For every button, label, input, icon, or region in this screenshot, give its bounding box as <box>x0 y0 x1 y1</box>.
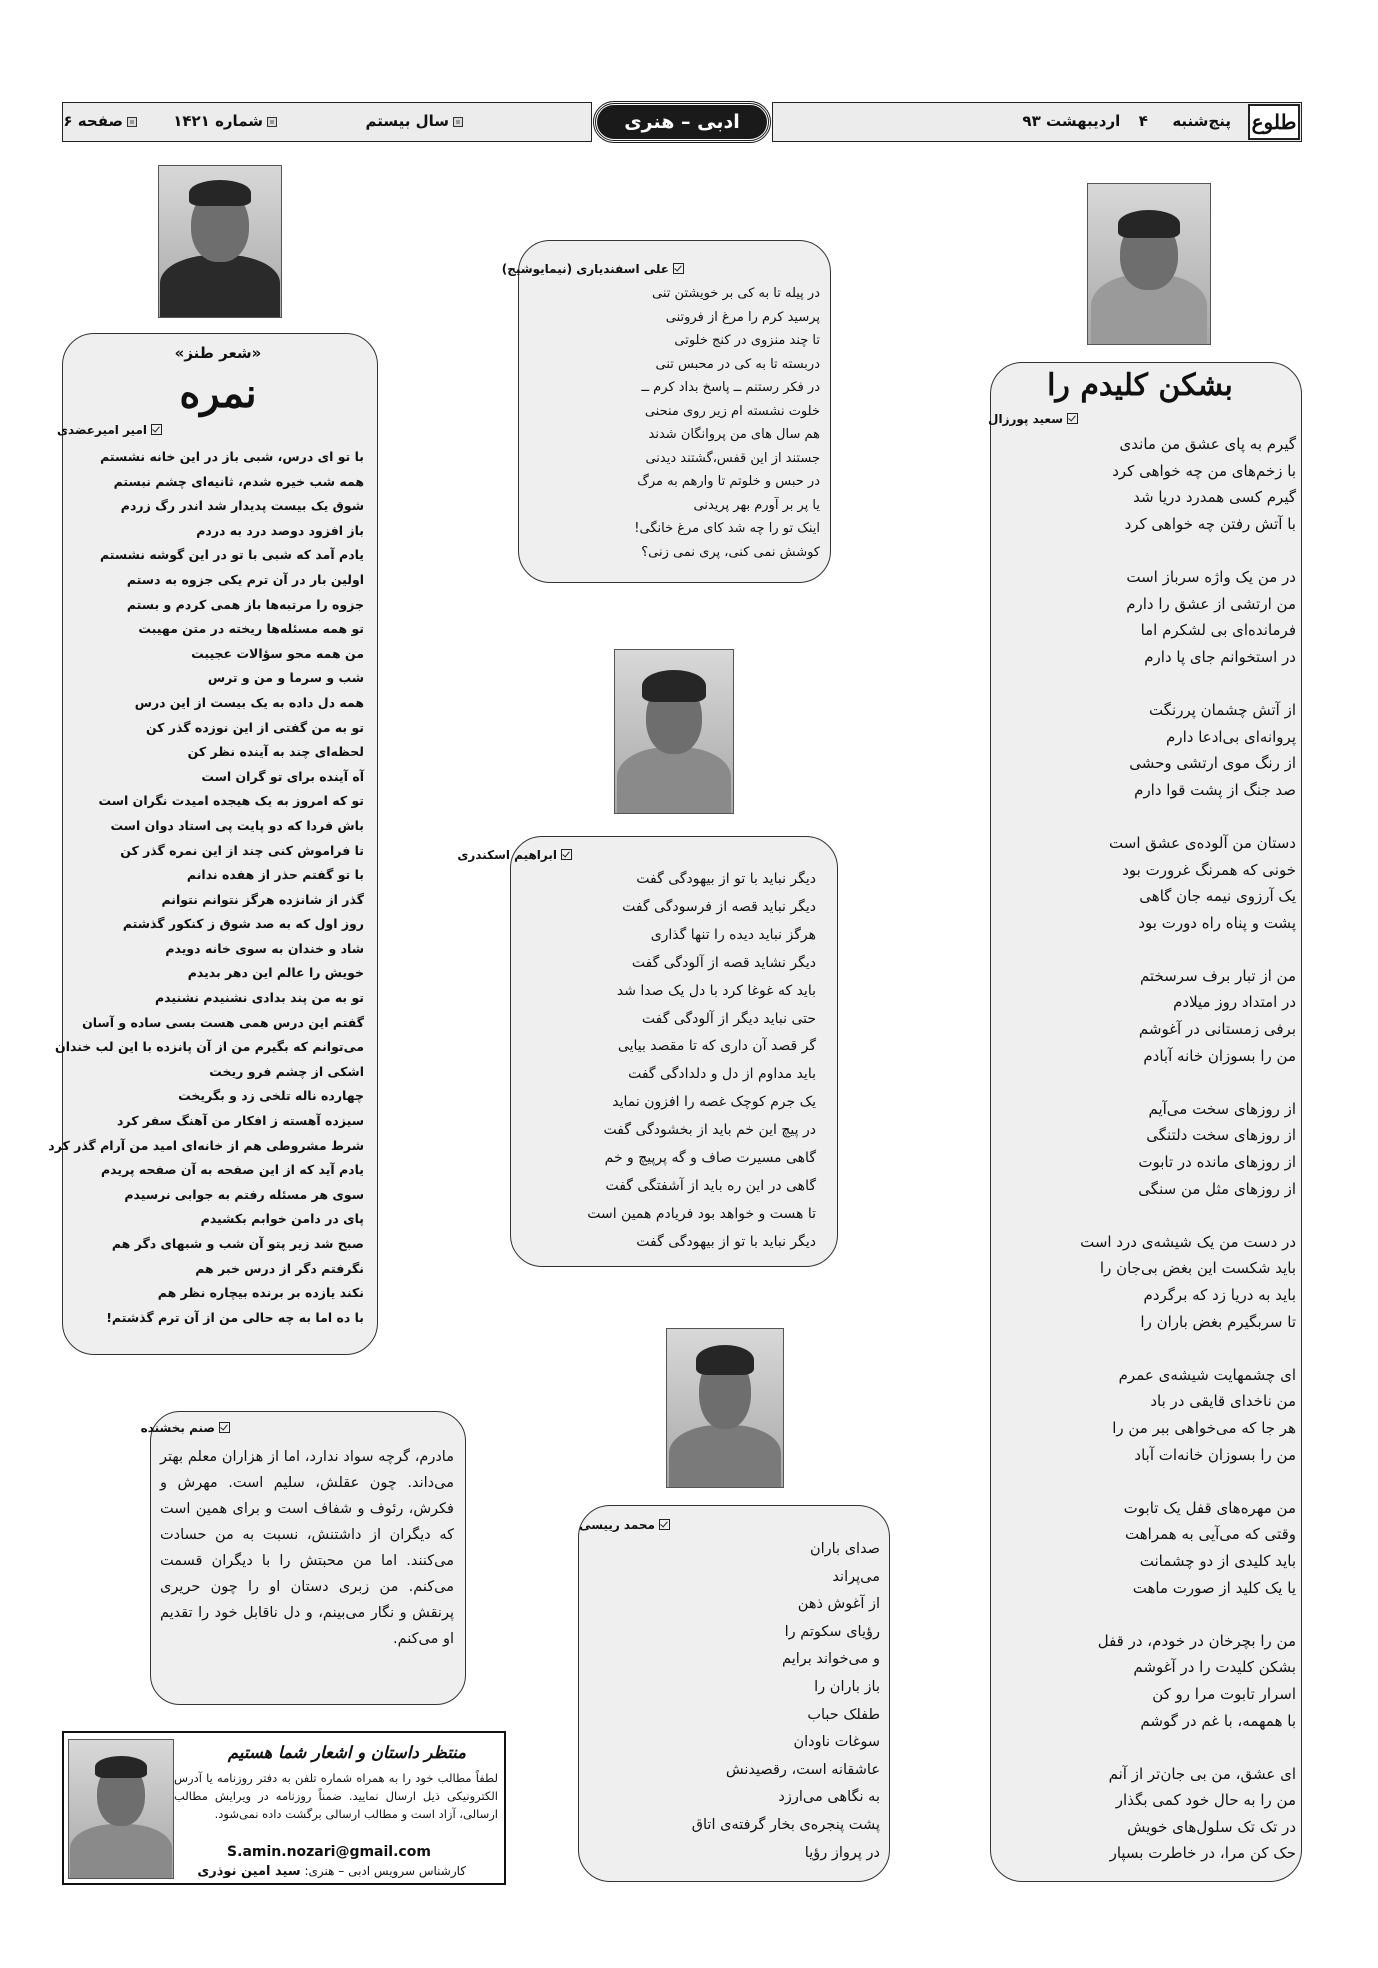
newspaper-logo <box>1248 104 1300 140</box>
poem-title: بشکن کلیدم را <box>1047 368 1233 403</box>
poem-line: صبح شد زیر پتو آن شب و شبهای دگر هم <box>111 1236 364 1251</box>
square-bullet-icon <box>453 117 463 127</box>
checkbox-icon <box>673 263 684 274</box>
poem-line: باز باران را <box>814 1678 880 1695</box>
poem-line: پشت پنجره‌ی بخار گرفته‌ی اتاق <box>691 1816 880 1833</box>
stanza-break <box>1000 1202 1296 1229</box>
header-issue-bar <box>62 102 592 142</box>
poem-line: باید مداوم از دل و دلدادگی گفت <box>628 1066 816 1083</box>
poem-line: کوشش نمی کنی، پری نمی زنی؟ <box>641 544 820 560</box>
poem-line: من از تبار برف سرسختم <box>1139 966 1296 985</box>
poem-line: از روزهای مانده در تابوت <box>1138 1153 1296 1172</box>
header-date-bar <box>772 102 1302 142</box>
poem-line: روز اول که به صد شوق ز کنکور گذشتم <box>122 916 364 932</box>
poem-line: اینک تو را چه شد کای مرغ خانگی! <box>634 521 820 536</box>
logo-text: طلوع <box>1251 110 1297 134</box>
poem-line: یادم آید که از این صفحه به آن صفحه پریدم <box>101 1162 364 1178</box>
poem-line: در من یک واژه سرباز است <box>1126 567 1296 586</box>
poem-line: طفلک حباب <box>807 1706 880 1723</box>
editor-name: سید امین نوذری <box>197 1864 301 1879</box>
poem-line: با ده اما به چه حالی من از آن ترم گذشتم! <box>106 1309 364 1325</box>
poem-overline: «شعر طنز» <box>174 344 262 362</box>
header-day: پنج‌شنبه <box>1172 112 1231 130</box>
poem-line: من ناخدای قایقی در باد <box>1150 1392 1296 1411</box>
editor-role: کارشناس سرویس ادبی – هنری: <box>304 1864 466 1878</box>
poem-author-saeed <box>988 412 1078 426</box>
poem-line: همه شب خیره شدم، ثانیه‌ای چشم نبستم <box>113 473 364 489</box>
poem-line: سوغات ناودان <box>793 1734 880 1751</box>
poem-line: دیگر نباید با تو از بیهودگی گفت <box>636 1233 816 1250</box>
poem-line: گیرم کسی همدرد دریا شد <box>1133 488 1296 507</box>
poem-line: تا چند منزوی در کنج خلوتی <box>674 333 820 348</box>
poem-line: با تو ای درس، شبی باز در این خانه نشستم <box>100 449 364 464</box>
editor-photo <box>68 1739 174 1879</box>
poem-line: پشت و پناه راه دورت بود <box>1138 913 1296 932</box>
poem-line: یا یک کلید از صورت ماهت <box>1132 1578 1296 1597</box>
poem-line: در دست من یک شیشه‌ی درد است <box>1080 1232 1296 1251</box>
stanza-break <box>1000 936 1296 963</box>
poem-line: عاشقانه است، رقصیدنش <box>725 1761 880 1778</box>
poem-line: باید شکست این بغض بی‌جان را <box>1099 1259 1296 1278</box>
poem-line: تا سربگیرم بغض باران را <box>1140 1312 1296 1331</box>
poem-line: خویش را عالم این دهر بدیدم <box>187 965 364 981</box>
poem-line: هم سال های من پروانگان شدند <box>648 427 820 442</box>
editor-signature <box>197 1864 466 1879</box>
poem-author-ali <box>502 262 684 276</box>
poem-line: در تک تک سلول‌های خویش <box>1127 1817 1296 1836</box>
square-bullet-icon <box>127 117 137 127</box>
poem-line: باید کلیدی از دو چشمانت <box>1139 1551 1296 1570</box>
poem-line: برفی زمستانی در آغوشم <box>1138 1020 1296 1039</box>
poem-line: باش فردا که دو پایت پی استاد دوان است <box>110 817 364 833</box>
stanza-break <box>1000 1468 1296 1495</box>
checkbox-icon <box>1067 413 1078 424</box>
poem-line: بشکن کلیدت را در آغوشم <box>1133 1658 1296 1677</box>
poem-author-ebrahim <box>457 848 572 862</box>
poem-line: پرسید کرم را مرغ از فروتنی <box>665 309 820 325</box>
poem-line: من مهره‌های قفل یک تابوت <box>1123 1498 1296 1517</box>
author-photo-mohammad <box>666 1328 784 1488</box>
poem-line: جزوه را مرتبه‌ها باز همی کردم و بستم <box>126 596 364 612</box>
poem-line: یک آرزوی نیمه جان گاهی <box>1139 887 1296 906</box>
poem-line: دیگر نباید قصه از فرسودگی گفت <box>622 898 816 915</box>
poem-line: تا فراموش کنی چند از این نمره گذر کن <box>120 842 364 858</box>
poem-line: در استخوانم جای پا دارم <box>1144 647 1296 666</box>
poem-line: یک جرم کوچک غصه را افزون نماید <box>612 1094 816 1111</box>
poem-line: از روزهای سخت دلتنگی <box>1146 1126 1296 1145</box>
editor-email: S.amin.nozari@gmail.com <box>227 1844 431 1860</box>
poem-line: گر قصد آن داری که تا مقصد بیایی <box>617 1038 816 1055</box>
poem-line: با زخم‌های من چه خواهی کرد <box>1112 461 1296 480</box>
poem-line: تو که امروز به یک هیجده امیدت نگران است <box>98 793 364 809</box>
checkbox-icon <box>151 424 162 435</box>
author-name: صنم بخشنده <box>140 1421 215 1435</box>
author-name: محمد رییسی <box>579 1518 655 1532</box>
checkbox-icon <box>561 849 572 860</box>
poem-line: هر جا که می‌خواهی ببر من را <box>1112 1418 1296 1437</box>
poem-line: من را بسوزان خانه‌ات آباد <box>1134 1445 1296 1464</box>
poem-line: در امتداد روز میلادم <box>1173 993 1296 1012</box>
poem-line: از آغوش ذهن <box>797 1596 880 1613</box>
poem-line: یا پر بر آورم بهر پریدنی <box>693 497 820 513</box>
poem-line: از روزهای مثل من سنگی <box>1138 1179 1296 1198</box>
poem-line: گیرم به پای عشق من ماندی <box>1119 435 1296 453</box>
poem-line: با آتش رفتن چه خواهی کرد <box>1124 514 1296 533</box>
poem-line: در پرواز رؤیا <box>804 1844 880 1861</box>
poem-lines-ebrahim <box>520 866 816 1257</box>
poem-line: همه دل داده به یک بیست از این درس <box>134 694 364 710</box>
stanza-break <box>1000 670 1296 697</box>
poem-line: آه آینده برای تو گران است <box>201 768 364 784</box>
poem-line: می‌پراند <box>832 1568 880 1585</box>
stanza-break <box>1000 1335 1296 1362</box>
poem-line: می‌توانم که بگیرم من از آن پانزده با این لب خندان <box>55 1039 364 1055</box>
header-date <box>1022 112 1231 130</box>
poem-line: هرگز نباید دیده را تنها گذاری <box>650 926 816 943</box>
author-name: ابراهیم اسکندری <box>457 848 557 862</box>
poem-line: صدای باران <box>809 1541 880 1557</box>
header-date-day: ۴ <box>1138 112 1148 130</box>
poem-line: و می‌خواند برایم <box>782 1651 880 1668</box>
poem-line: ای چشمهایت شیشه‌ی عمرم <box>1118 1365 1296 1384</box>
poem-line: گاهی مسیرت صاف و گه پرپیچ و خم <box>604 1150 816 1167</box>
square-bullet-icon <box>267 117 277 127</box>
poem-title-nomreh: نمره <box>179 370 257 417</box>
poem-line: خونی که همرنگ غرورت بود <box>1122 860 1296 879</box>
poem-line: در پیچ این خم باید از بخشودگی گفت <box>603 1122 816 1139</box>
poem-line: تا هست و خواهد بود فریادم همین است <box>587 1205 816 1222</box>
poem-lines-mohammad <box>600 1536 880 1867</box>
poem-line: شب و سرما و من و ترس <box>207 670 364 686</box>
section-label: ادبی – هنری <box>624 111 740 133</box>
poem-line: پروانه‌ای بی‌ادعا دارم <box>1166 727 1296 746</box>
header-year-label: سال بیستم <box>365 112 449 130</box>
author-photo-ebrahim <box>614 649 734 814</box>
author-photo-amir <box>158 165 282 318</box>
poem-line: باید که غوغا کرد با دل یک صدا شد <box>616 982 816 999</box>
poem-line: فرمانده‌ای بی لشکرم اما <box>1140 621 1296 640</box>
stanza-break <box>1000 537 1296 564</box>
poem-lines-nomreh <box>48 445 364 1330</box>
poem-line: از آتش چشمان پررنگت <box>1149 700 1296 719</box>
poem-line: دیگر نباید با تو از بیهودگی گفت <box>636 871 816 887</box>
stanza-break <box>1000 1601 1296 1628</box>
poem-author-amir <box>57 423 162 437</box>
poem-line: تو همه مسئله‌ها ریخته در متن مهیبت <box>138 621 364 637</box>
stanza-break <box>1000 803 1296 830</box>
poem-line: چهارده ناله تلخی زد و بگریخت <box>178 1088 364 1104</box>
poem-line: شوق یک بیست پدیدار شد اندر رگ زردم <box>120 498 364 514</box>
poem-line: گاهی در این ره باید از آشفتگی گفت <box>605 1177 816 1194</box>
poem-line: تو به من گفتی از این نوزده گذر کن <box>145 719 364 735</box>
poem-line: من همه محو سؤالات عجیبت <box>191 645 364 661</box>
section-badge <box>594 102 770 142</box>
header-date-rest: اردیبهشت ۹۳ <box>1022 112 1121 130</box>
poem-line: به نگاهی می‌ارزد <box>778 1789 880 1806</box>
poem-line: گذر از شانزده هرگز نتوانم نتوانم <box>161 891 364 907</box>
poem-line: من را به حال خود کمی بگذار <box>1115 1791 1296 1810</box>
poem-line: شرط مشروطی هم از خانه‌ای امید من آرام گذر کرد <box>48 1137 364 1153</box>
poem-line: سیزده آهسته ز افکار من آهنگ سفر کرد <box>117 1113 364 1129</box>
invite-title: منتظر داستان و اشعار شما هستیم <box>227 1743 466 1762</box>
poem-line: باز افزود دوصد درد به دردم <box>196 522 364 538</box>
header-issue-label: شماره ۱۴۲۱ <box>173 112 263 130</box>
poem-line: سوی هر مسئله رفتم به جوابی نرسیدم <box>124 1186 364 1202</box>
poem-line: رؤیای سکوتم را <box>784 1623 880 1640</box>
poem-line: در حبس و خلوتم تا وارهم به مرگ <box>637 474 820 489</box>
poem-line: اسرار تابوت مرا رو کن <box>1152 1684 1296 1703</box>
poem-line: در پیله تا به کی بر خویشتن تنی <box>652 286 820 301</box>
header-page <box>63 112 141 130</box>
poem-line: خلوت نشسته ام زیر روی منحنی <box>644 403 820 419</box>
poem-line: شاد و خندان به سوی خانه دویدم <box>165 940 364 956</box>
poem-line: من را بچرخان در خودم، در قفل <box>1097 1631 1296 1650</box>
poem-line: اشکی از چشم فرو ریخت <box>209 1063 364 1079</box>
poem-line: یادم آمد که شبی با تو در این گوشه نشستم <box>99 547 364 563</box>
poem-line: با تو گفتم حذر از هفده ندانم <box>186 867 364 883</box>
poem-line: اولین بار در آن ترم یکی جزوه به دستم <box>126 571 364 587</box>
poem-line: باید به دریا زد که برگردم <box>1143 1286 1296 1304</box>
poem-line: ای عشق، من بی جان‌تر از آنم <box>1108 1764 1296 1783</box>
invite-body: لطفاً مطالب خود را به همراه شماره تلفن به دفتر روزنامه یا آدرس الکترونیکی ذیل ارسال نمایید. ضمناً روزنامه در ویرایش مطالب ارسالی، آزاد است و مطالب ارسالی برگشت داده نمی‌شود. <box>174 1771 498 1821</box>
poem-line: با همهمه، با غم در گوشم <box>1140 1711 1296 1730</box>
submission-invite-box <box>62 1731 506 1885</box>
poem-line: نکند یازده بر برنده بیچاره نظر هم <box>157 1285 364 1301</box>
poem-author-mohammad <box>579 1518 670 1532</box>
poem-line: تو به من پند بدادی نشنیدم نشنیدم <box>155 990 364 1006</box>
header-year <box>365 112 467 130</box>
poem-line: نگرفتم دگر از درس خبر هم <box>195 1260 364 1276</box>
poem-lines-break-key <box>1000 431 1296 1867</box>
poem-line: من ارتشی از عشق را دارم <box>1126 594 1296 613</box>
poem-line: جستند از این قفس،گشتند دیدنی <box>645 450 820 466</box>
poem-line: از رنگ موی ارتشی وحشی <box>1129 754 1296 773</box>
poem-line: دستان من آلوده‌ی عشق است <box>1109 833 1296 852</box>
checkbox-icon <box>659 1519 670 1530</box>
stanza-break <box>1000 1069 1296 1096</box>
prose-author-sanam <box>141 1421 230 1435</box>
author-name: علی اسفندیاری (نیمایوشیج) <box>501 262 669 276</box>
poem-line: گفتم این درس همی هست بسی ساده و آسان <box>82 1014 364 1030</box>
author-name: سعید پورزال <box>988 412 1063 426</box>
poem-line: دیگر نشاید قصه از آلودگی گفت <box>631 954 816 971</box>
poem-line: پای در دامن خوابم بکشیدم <box>200 1211 364 1227</box>
poem-line: حتی نباید دیگر از آلودگی گفت <box>641 1010 816 1027</box>
poem-line: من را بسوزان خانه آبادم <box>1143 1046 1296 1065</box>
author-name: امیر امیرعضدی <box>57 423 147 437</box>
author-photo-saeed <box>1087 183 1211 345</box>
poem-line: از روزهای سخت می‌آیم <box>1148 1099 1296 1118</box>
poem-line: لحظه‌ای چند به آینده نظر کن <box>187 744 364 760</box>
prose-text-sanam: مادرم، گرچه سواد ندارد، اما از هزاران معلم بهتر می‌داند. چون عقلش، سلیم است. مهرش و فکرش، رئوف و شفاف است و برای همین است که دیگران از داشتنش، نسبت به من حسادت می‌کنند. اما من محبتش را با دیگران قسمت می‌کنم. من زبری دستان او را چون حریری پرنقش و نگار می‌بینم، و دل ناقابل خود را تقدیم او می‌کنم. <box>160 1449 454 1647</box>
header-issue <box>173 112 281 130</box>
poem-line: حک کن مرا، در خاطرت بسپار <box>1109 1844 1296 1863</box>
checkbox-icon <box>219 1422 230 1433</box>
poem-line: وقتی که می‌آیی به همراهت <box>1125 1525 1296 1544</box>
poem-line: در فکر رستنم ــ پاسخ بداد کرم ــ <box>641 380 820 395</box>
poem-line: دربسته تا به کی در محبس تنی <box>655 356 820 372</box>
header-page-label: صفحه ۶ <box>63 112 123 130</box>
stanza-break <box>1000 1734 1296 1761</box>
poem-lines-ali <box>530 282 820 564</box>
poem-line: صد جنگ از پشت قوا دارم <box>1134 780 1296 799</box>
